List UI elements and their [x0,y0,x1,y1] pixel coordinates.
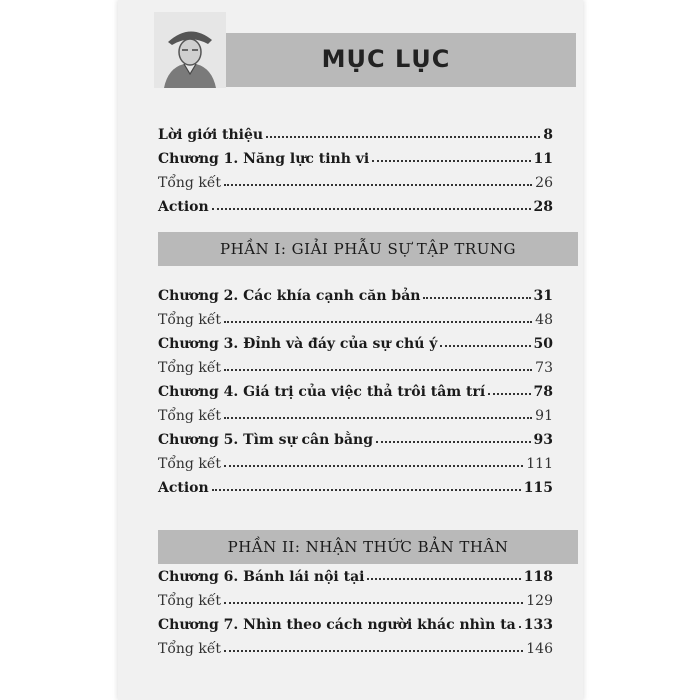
toc-entry [158,400,553,424]
toc-entry-label: Action [158,199,209,215]
toc-entry [158,609,553,633]
toc-entry-page: 48 [535,312,553,328]
toc-entry-label: Tổng kết [158,175,222,191]
dot-leader [212,488,521,491]
portrait-icon [154,12,226,88]
toc-entry-page: 91 [535,408,553,424]
page-title: MỤC LỤC [321,45,451,73]
dot-leader [224,416,532,419]
toc-entry [158,472,553,496]
dot-leader [266,135,540,138]
toc-entry-page: 50 [533,336,553,352]
toc-entry-page: 115 [523,480,553,496]
toc-entry-page: 31 [533,288,553,304]
toc-entry-page: 73 [535,360,553,376]
toc-entry [158,633,553,657]
toc-entry-page: 26 [535,175,553,191]
dot-leader [488,392,530,395]
toc-entry-page: 133 [523,617,553,633]
toc-entry-label: Chương 2. Các khía cạnh căn bản [158,288,421,304]
toc-entry-label: Tổng kết [158,456,222,472]
toc-entry [158,561,553,585]
dot-leader [440,344,530,347]
toc-entry-label: Tổng kết [158,593,222,609]
toc-entry [158,191,553,215]
dot-leader [224,464,523,467]
dot-leader [423,296,530,299]
dot-leader [212,207,531,210]
dot-leader [372,159,530,162]
dot-leader [224,649,523,652]
toc-entry-label: Chương 4. Giá trị của việc thả trôi tâm trí [158,384,486,400]
toc-entry [158,328,553,352]
dot-leader [224,601,523,604]
toc-entry-label: Tổng kết [158,360,222,376]
toc-entry-label: Chương 1. Năng lực tinh vi [158,151,370,167]
toc-entry-page: 129 [526,593,553,609]
toc-entry-label: Tổng kết [158,408,222,424]
toc-entry-label: Chương 5. Tìm sự cân bằng [158,432,374,448]
toc-entry-page: 28 [533,199,553,215]
part1-header: PHẦN I: GIẢI PHẪU SỰ TẬP TRUNG [158,232,578,266]
toc-entry [158,376,553,400]
toc-entry [158,585,553,609]
dot-leader [224,368,532,371]
dot-leader [224,320,532,323]
toc-entry [158,119,553,143]
toc-entry-label: Tổng kết [158,641,222,657]
intro-entries [158,119,553,215]
toc-entry [158,280,553,304]
toc-entry-label: Chương 7. Nhìn theo cách người khác nhìn ta [158,617,516,633]
toc-entry-page: 146 [526,641,553,657]
toc-entry-label: Action [158,480,209,496]
toc-entry-page: 78 [533,384,553,400]
toc-entry-label: Tổng kết [158,312,222,328]
dot-leader [367,577,520,580]
toc-entry-label: Chương 3. Đỉnh và đáy của sự chú ý [158,336,438,352]
toc-entry [158,352,553,376]
part2-entries [158,561,553,657]
toc-entry [158,143,553,167]
part2-header: PHẦN II: NHẬN THỨC BẢN THÂN [158,530,578,564]
toc-entry-page: 93 [533,432,553,448]
dot-leader [224,183,532,186]
toc-entry [158,304,553,328]
toc-entry-label: Lời giới thiệu [158,127,264,143]
toc-entry-label: Chương 6. Bánh lái nội tại [158,569,365,585]
book-page [118,0,583,700]
toc-entry-page: 118 [523,569,553,585]
part1-entries [158,280,553,496]
dot-leader [519,625,521,628]
toc-entry-page: 11 [533,151,553,167]
toc-entry [158,167,553,191]
dot-leader [376,440,531,443]
toc-entry [158,448,553,472]
toc-entry-page: 8 [543,127,553,143]
toc-entry [158,424,553,448]
toc-entry-page: 111 [526,456,553,472]
